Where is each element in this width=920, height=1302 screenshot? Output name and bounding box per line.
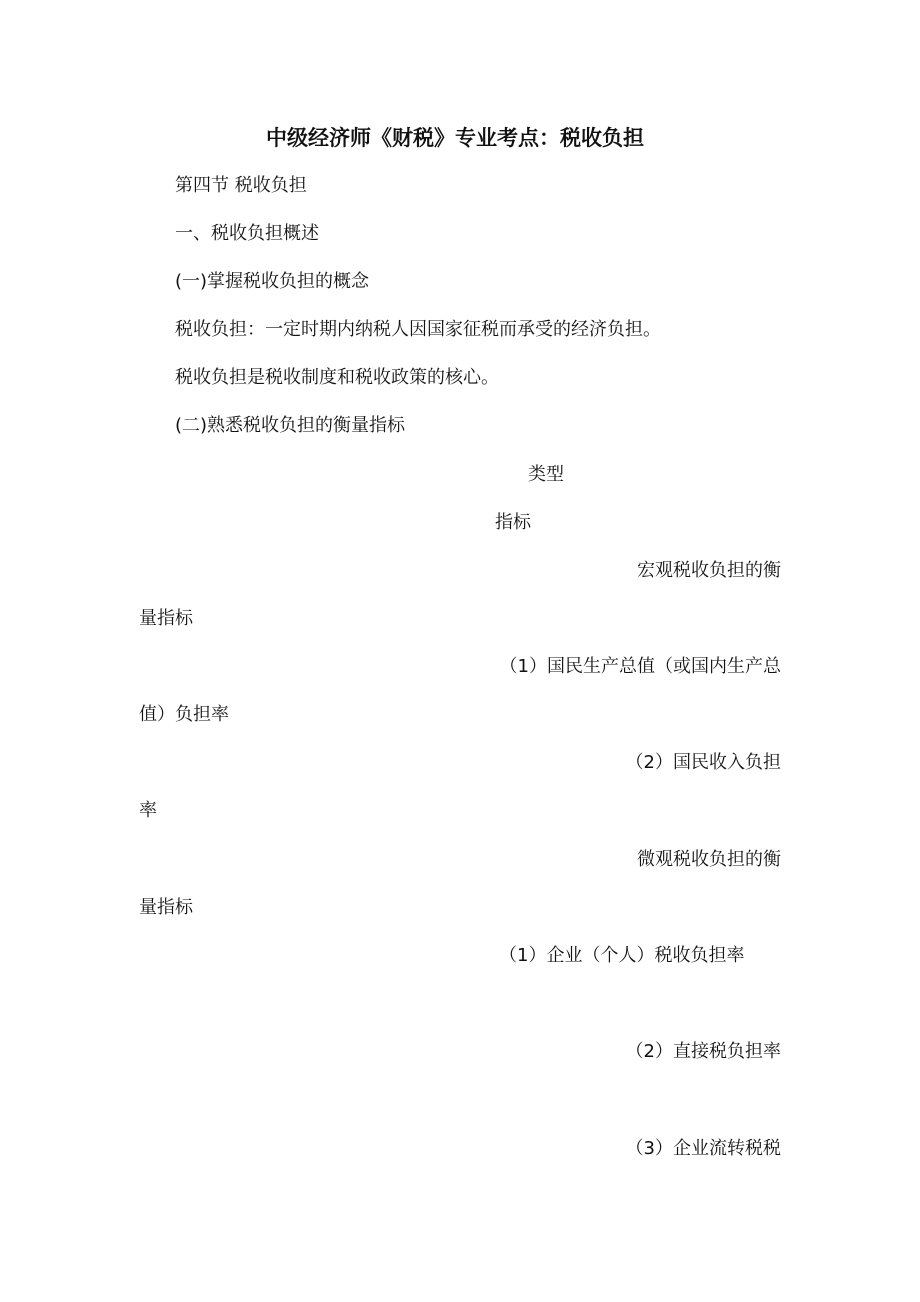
macro-indicator-2-line1: （2）国民收入负担 — [625, 752, 781, 773]
micro-indicator-3: （3）企业流转税税 — [625, 1138, 781, 1159]
macro-category-line2: 量指标 — [139, 608, 193, 629]
section-heading: 第四节 税收负担 — [175, 175, 307, 196]
definition-paragraph: 税收负担：一定时期内纳税人因国家征税而承受的经济负担。 — [175, 319, 661, 340]
core-paragraph: 税收负担是税收制度和税收政策的核心。 — [175, 367, 499, 388]
subheading-indicators: (二)熟悉税收负担的衡量指标 — [175, 415, 406, 436]
macro-category-line1: 宏观税收负担的衡 — [637, 560, 781, 581]
macro-indicator-1-line1: （1）国民生产总值（或国内生产总 — [499, 656, 781, 677]
subheading-concept: (一)掌握税收负担的概念 — [175, 271, 370, 292]
heading-overview: 一、税收负担概述 — [175, 223, 319, 244]
table-header-indicator: 指标 — [495, 512, 531, 533]
page-title: 中级经济师《财税》专业考点：税收负担 — [266, 126, 644, 150]
micro-category-line1: 微观税收负担的衡 — [637, 849, 781, 870]
micro-indicator-2: （2）直接税负担率 — [625, 1041, 781, 1062]
macro-indicator-2-line2: 率 — [139, 800, 157, 821]
macro-indicator-1-line2: 值）负担率 — [139, 704, 229, 725]
micro-category-line2: 量指标 — [139, 897, 193, 918]
micro-indicator-1: （1）企业（个人）税收负担率 — [499, 945, 745, 966]
table-header-type: 类型 — [528, 464, 564, 485]
